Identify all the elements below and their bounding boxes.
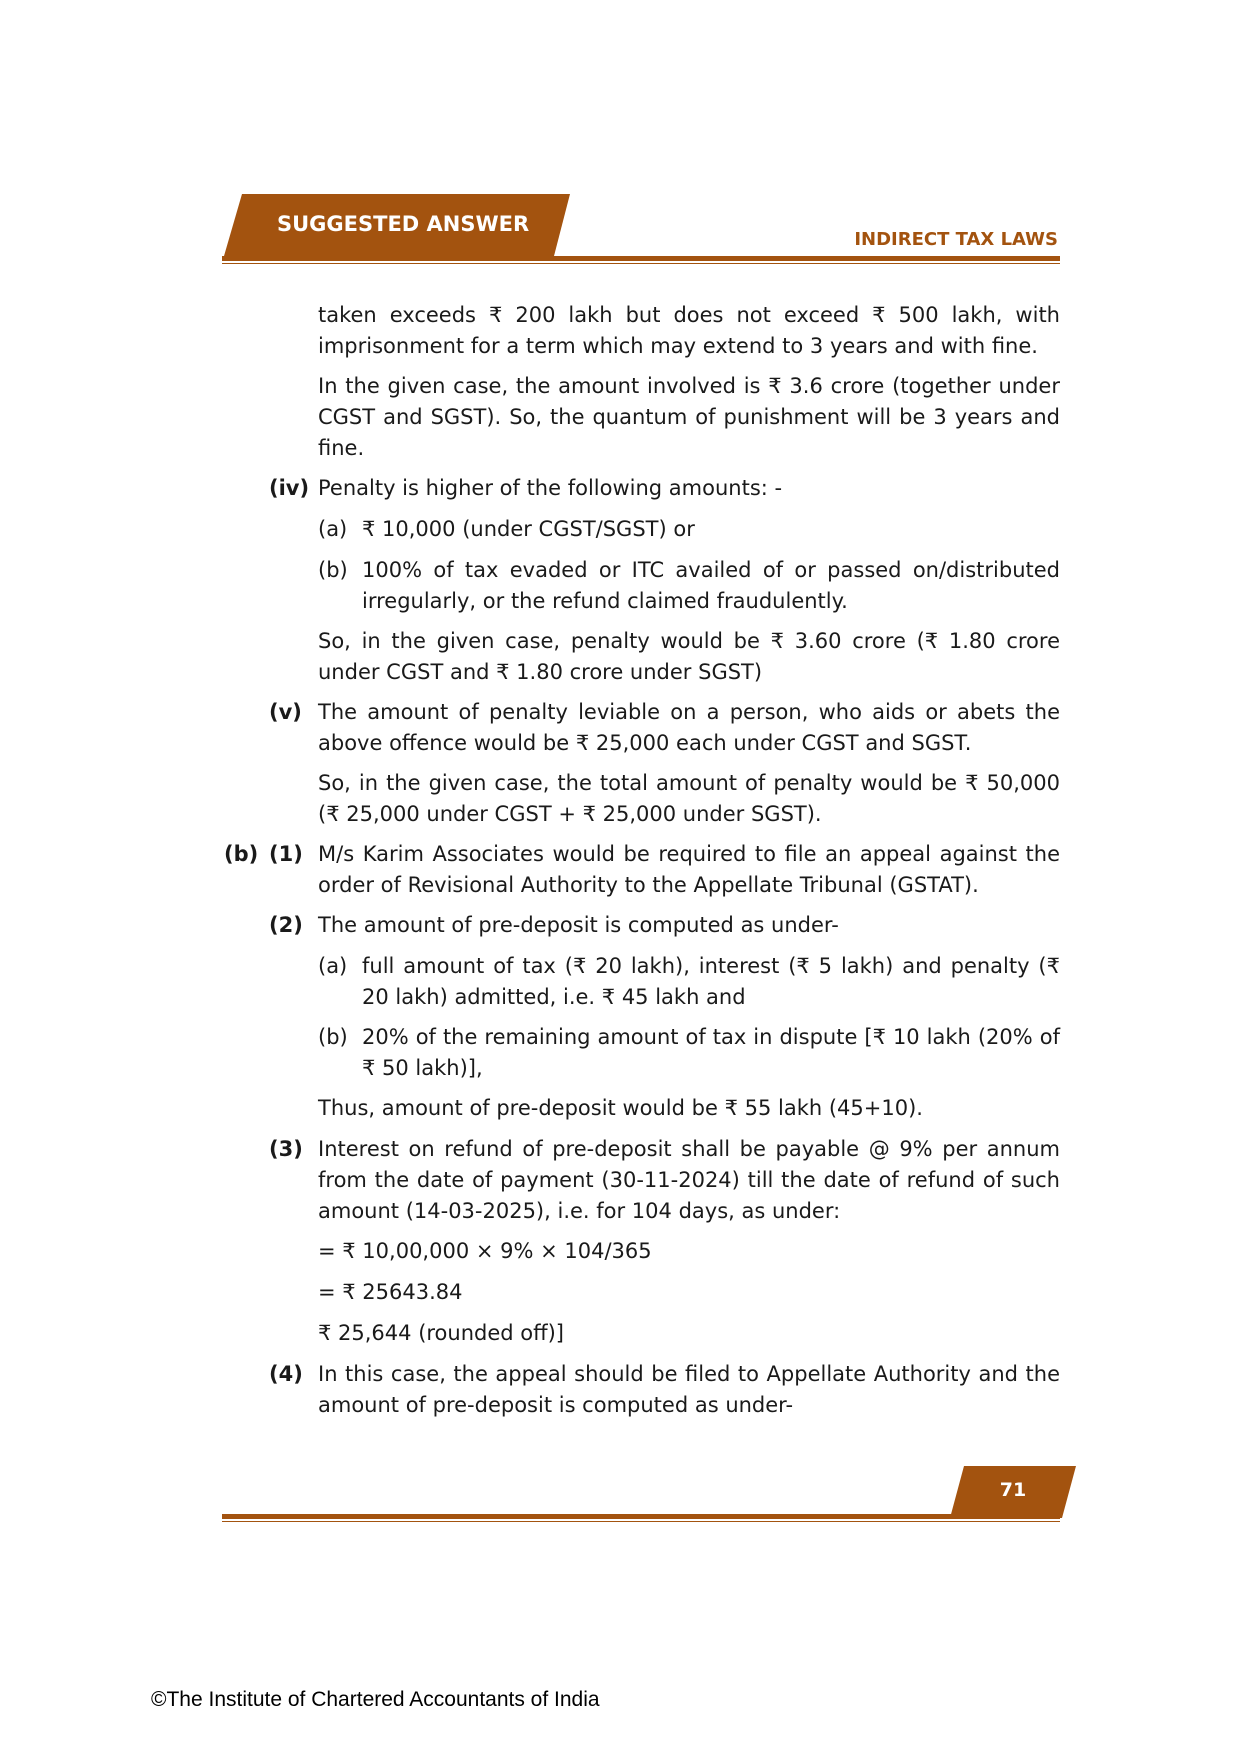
footer-rule-thin xyxy=(222,1521,1060,1522)
item-v-label: (v) xyxy=(269,700,302,724)
interest-calc-line-3: ₹ 25,644 (rounded off)] xyxy=(318,1321,564,1345)
item-1-label: (1) xyxy=(269,842,303,866)
item-v-text: The amount of penalty leviable on a person, who aids or abets the above offence would be ₹ 25,000 each under CGST and SGST. xyxy=(318,700,1060,755)
item-iv-b-label: (b) xyxy=(318,558,348,582)
page-number: 71 xyxy=(999,1479,1027,1501)
item-iv-conclusion: So, in the given case, penalty would be ₹ 3.60 crore (₹ 1.80 crore under CGST and ₹ 1.80 crore under SGST) xyxy=(318,629,1060,684)
copyright-notice: ©The Institute of Chartered Accountants of India xyxy=(151,1688,600,1711)
item-iv-a-text: ₹ 10,000 (under CGST/SGST) or xyxy=(362,517,695,541)
item-2-a-text: full amount of tax (₹ 20 lakh), interest (₹ 5 lakh) and penalty (₹ 20 lakh) admitted, i.e. ₹ 45 lakh and xyxy=(362,954,1060,1009)
header-tab-label: SUGGESTED ANSWER xyxy=(277,212,530,236)
footer-rule xyxy=(222,1514,1060,1519)
paragraph-punishment: In the given case, the amount involved is ₹ 3.6 crore (together under CGST and SGST). So, the quantum of punishment will be 3 years and fine. xyxy=(318,374,1060,460)
header-subject-label: INDIRECT TAX LAWS xyxy=(854,229,1058,250)
item-2-a-label: (a) xyxy=(318,954,348,978)
item-3-label: (3) xyxy=(269,1137,303,1161)
header-rule-thin xyxy=(222,263,1060,264)
item-iv-text: Penalty is higher of the following amounts: - xyxy=(318,476,783,500)
item-2-conclusion: Thus, amount of pre-deposit would be ₹ 55 lakh (45+10). xyxy=(318,1096,923,1120)
interest-calc-line-1: = ₹ 10,00,000 × 9% × 104/365 xyxy=(318,1239,652,1263)
item-iv-label: (iv) xyxy=(269,476,310,500)
item-v-conclusion: So, in the given case, the total amount of penalty would be ₹ 50,000 (₹ 25,000 under CGST + ₹ 25,000 under SGST). xyxy=(318,771,1060,826)
item-2-b-label: (b) xyxy=(318,1025,348,1049)
item-2-label: (2) xyxy=(269,913,303,937)
item-1-text: M/s Karim Associates would be required to file an appeal against the order of Revisional Authority to the Appellate Tribunal (GSTAT). xyxy=(318,842,1060,897)
item-3-text: Interest on refund of pre-deposit shall be payable @ 9% per annum from the date of payment (30-11-2024) till the date of refund of such amount (14-03-2025), i.e. for 104 days, as under: xyxy=(318,1137,1060,1223)
item-iv-b-text: 100% of tax evaded or ITC availed of or passed on/distributed irregularly, or the refund claimed fraudulently. xyxy=(362,558,1060,613)
interest-calc-line-2: = ₹ 25643.84 xyxy=(318,1280,463,1304)
item-iv-a-label: (a) xyxy=(318,517,348,541)
item-2-text: The amount of pre-deposit is computed as under- xyxy=(318,913,839,937)
part-b-label: (b) xyxy=(224,842,259,866)
item-2-b-text: 20% of the remaining amount of tax in dispute [₹ 10 lakh (20% of ₹ 50 lakh)], xyxy=(362,1025,1060,1080)
header-rule xyxy=(222,256,1060,261)
item-4-label: (4) xyxy=(269,1362,303,1386)
item-4-text: In this case, the appeal should be filed to Appellate Authority and the amount of pre-deposit is computed as under- xyxy=(318,1362,1060,1417)
paragraph-continued: taken exceeds ₹ 200 lakh but does not exceed ₹ 500 lakh, with imprisonment for a term which may extend to 3 years and with fine. xyxy=(318,303,1060,358)
